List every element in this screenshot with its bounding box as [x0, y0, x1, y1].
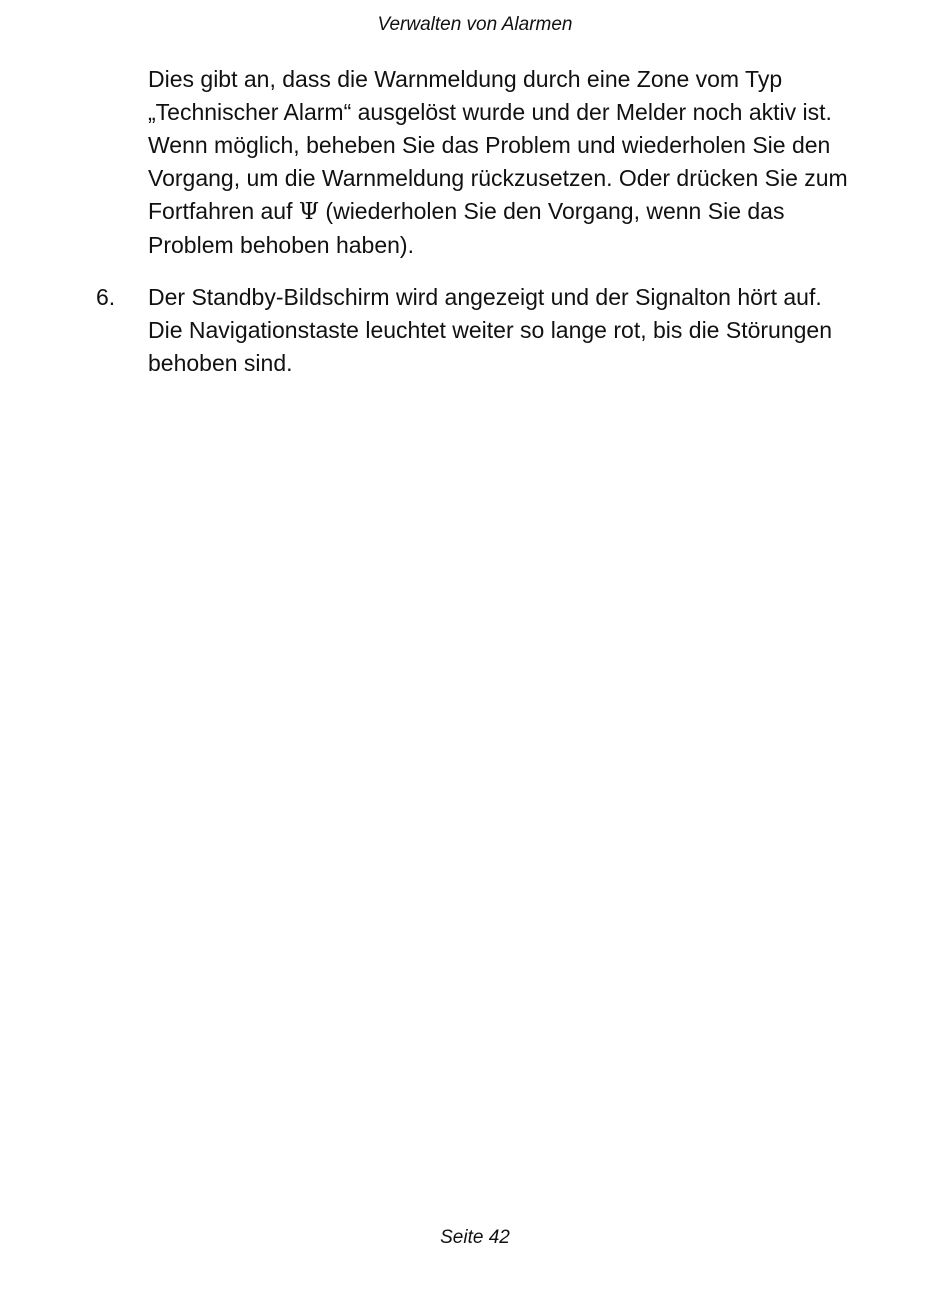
- step-text: [148, 281, 856, 380]
- step-number: 6.: [96, 284, 116, 310]
- step-6: [96, 281, 856, 380]
- paragraph-text: (wiederholen Sie den Vorgang, wenn Sie das: [319, 198, 785, 224]
- paragraph-line: Dies gibt an, dass die Warnmeldung durch eine Zone vom Typ: [148, 66, 783, 92]
- paragraph-line: Problem behoben haben).: [148, 232, 414, 258]
- paragraph-text: Fortfahren auf: [148, 198, 299, 224]
- page-header: Verwalten von Alarmen: [377, 14, 573, 35]
- paragraph-line: Vorgang, um die Warnmeldung rückzusetzen. Oder drücken Sie zum: [148, 165, 848, 191]
- step-line: Die Navigationstaste leuchtet weiter so lange rot, bis die Störungen: [148, 317, 833, 343]
- paragraph-line: „Technischer Alarm“ ausgelöst wurde und der Melder noch aktiv ist.: [148, 99, 832, 125]
- document-body: [96, 63, 856, 380]
- page-number: Seite 42: [440, 1227, 510, 1248]
- paragraph-line: Wenn möglich, beheben Sie das Problem und wiederholen Sie den: [148, 132, 831, 158]
- psi-key-icon: Ψ: [298, 199, 320, 225]
- step-line: behoben sind.: [148, 350, 293, 376]
- paragraph-line: [148, 195, 856, 229]
- step-line: Der Standby-Bildschirm wird angezeigt und der Signalton hört auf.: [148, 284, 822, 310]
- warning-paragraph: [148, 63, 856, 262]
